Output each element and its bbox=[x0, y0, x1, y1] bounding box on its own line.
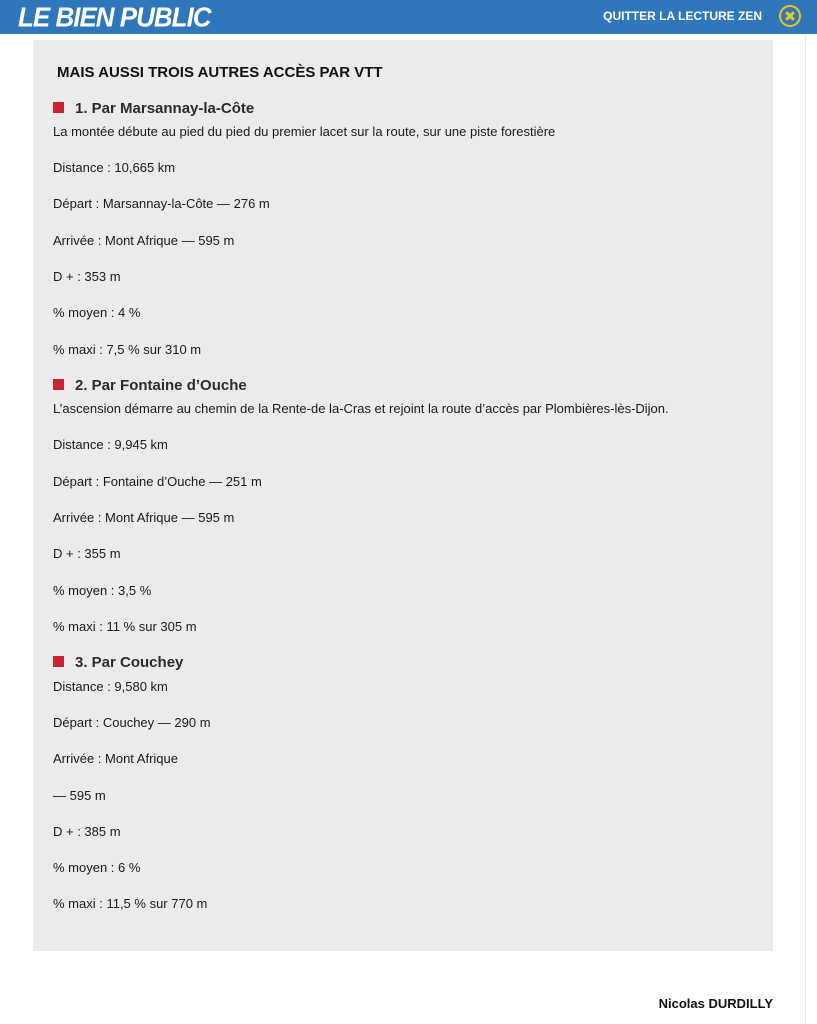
stat-line: Départ : Couchey — 290 m bbox=[53, 715, 211, 730]
section-heading-3 bbox=[53, 654, 183, 671]
section-intro: La montée débute au pied du pied du premier lacet sur la route, sur une piste forestière bbox=[53, 124, 556, 139]
stat-line: % moyen : 3,5 % bbox=[53, 583, 152, 598]
square-marker-icon bbox=[53, 379, 64, 390]
stat-line: % moyen : 6 % bbox=[53, 860, 141, 875]
stat-line: Distance : 9,945 km bbox=[53, 437, 168, 452]
stat-line: D + : 385 m bbox=[53, 824, 121, 839]
stat-line: % moyen : 4 % bbox=[53, 305, 141, 320]
stat-line: Distance : 9,580 km bbox=[53, 679, 168, 694]
stat-line: Arrivée : Mont Afrique — 595 m bbox=[53, 510, 235, 525]
stat-line: Distance : 10,665 km bbox=[53, 160, 176, 175]
close-icon[interactable] bbox=[779, 5, 801, 27]
scrollbar-track[interactable] bbox=[805, 34, 806, 1024]
section-heading-text: 3. Par Couchey bbox=[75, 654, 184, 671]
section-intro: L’ascension démarre au chemin de la Rente-de la-Cras et rejoint la route d’accès par Plombières-lès-Dijon. bbox=[53, 401, 669, 416]
stat-line: Arrivée : Mont Afrique — 595 m bbox=[53, 233, 235, 248]
top-bar bbox=[0, 0, 817, 34]
section-heading-text: 1. Par Marsannay-la-Côte bbox=[75, 100, 255, 117]
stat-line: D + : 355 m bbox=[53, 546, 121, 561]
stat-line: D + : 353 m bbox=[53, 269, 121, 284]
stat-line: % maxi : 11,5 % sur 770 m bbox=[53, 896, 208, 911]
author-name: Nicolas DURDILLY bbox=[658, 996, 773, 1011]
info-box bbox=[33, 40, 773, 951]
section-heading-1 bbox=[53, 100, 254, 117]
stat-line: Départ : Fontaine d’Ouche — 251 m bbox=[53, 474, 262, 489]
section-heading-text: 2. Par Fontaine d’Ouche bbox=[75, 377, 247, 394]
quit-zen-reading-link[interactable]: QUITTER LA LECTURE ZEN bbox=[603, 9, 762, 23]
stat-line: Départ : Marsannay-la-Côte — 276 m bbox=[53, 196, 270, 211]
site-logo[interactable]: LE BIEN PUBLIC bbox=[18, 1, 211, 33]
stat-line: % maxi : 7,5 % sur 310 m bbox=[53, 342, 202, 357]
box-title: MAIS AUSSI TROIS AUTRES ACCÈS PAR VTT bbox=[57, 64, 383, 81]
stat-line: — 595 m bbox=[53, 788, 106, 803]
square-marker-icon bbox=[53, 656, 64, 667]
stat-line: Arrivée : Mont Afrique bbox=[53, 751, 178, 766]
section-heading-2 bbox=[53, 377, 247, 394]
stat-line: % maxi : 11 % sur 305 m bbox=[53, 619, 197, 634]
square-marker-icon bbox=[53, 102, 64, 113]
